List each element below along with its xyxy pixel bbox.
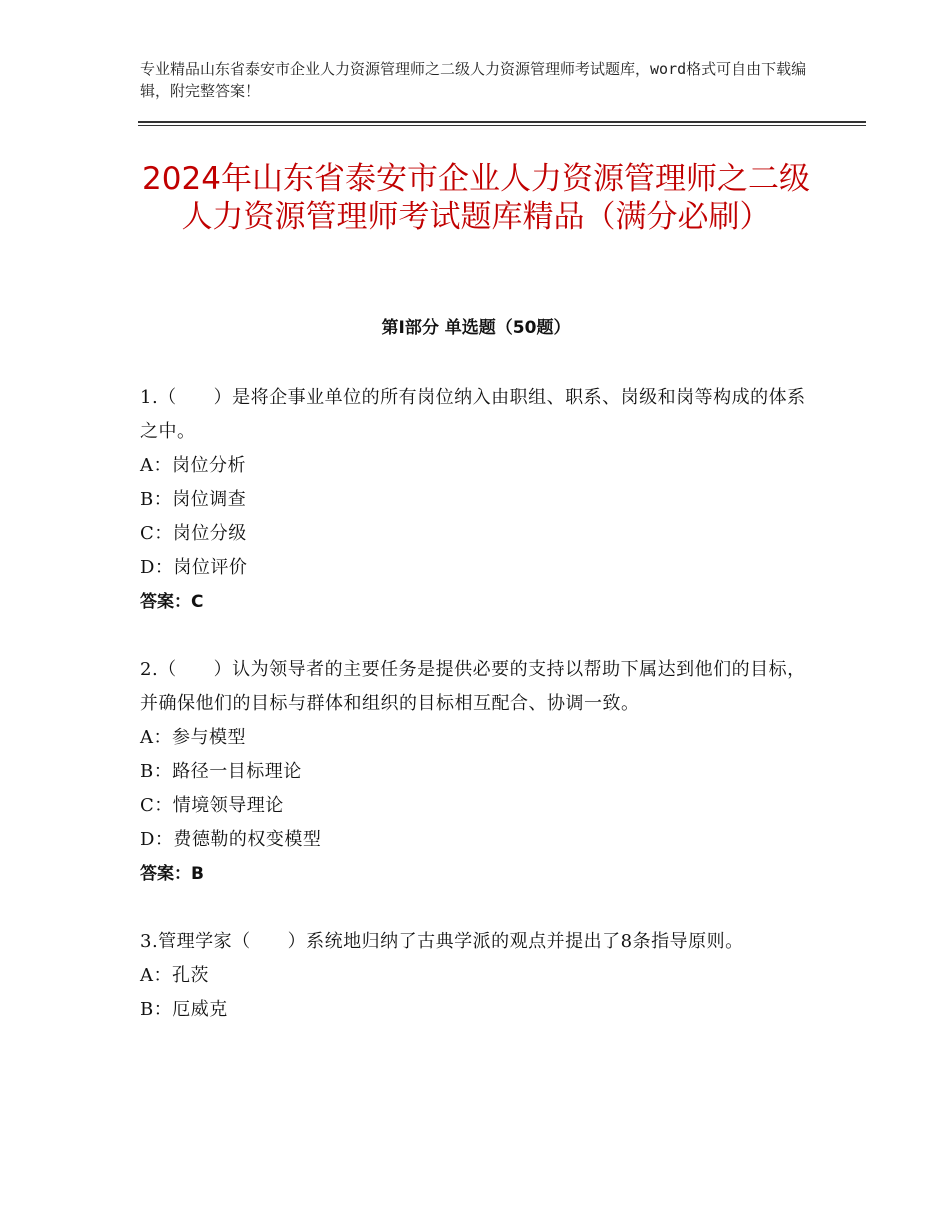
section-heading: 第Ⅰ部分 单选题（50题） [381,318,571,338]
question-stem: 2.（ ）认为领导者的主要任务是提供必要的支持以帮助下属达到他们的目标，并确保他们的目标与群体和组织的目标相互配合、协调一致。 [140,659,806,714]
header-divider-thin [138,125,866,126]
option-a: A：孔茨 [140,965,209,986]
option-a: A：参与模型 [140,727,246,748]
option-d: D：费德勒的权变模型 [140,829,322,850]
option-b: B：厄威克 [140,999,228,1020]
question-stem: 1.（ ）是将企事业单位的所有岗位纳入由职组、职系、岗级和岗等构成的体系之中。 [140,387,806,442]
option-b: B：路径一目标理论 [140,761,302,782]
header-note: 专业精品山东省泰安市企业人力资源管理师之二级人力资源管理师考试题库，word格式可自由下载编辑，附完整答案！ [140,60,807,100]
answer: 答案：B [140,864,204,884]
option-a: A：岗位分析 [140,455,246,476]
header-divider-thick [138,121,866,123]
question-2 [140,653,810,891]
answer: 答案：C [140,592,204,612]
option-c: C：情境领导理论 [140,795,284,816]
option-d: D：岗位评价 [140,557,248,578]
question-list [140,381,810,1061]
question-stem: 3.管理学家（ ）系统地归纳了古典学派的观点并提出了8条指导原则。 [140,931,744,952]
question-3 [140,925,810,1027]
document-title: 2024年山东省泰安市企业人力资源管理师之二级人力资源管理师考试题库精品（满分必刷） [142,161,810,235]
option-b: B：岗位调查 [140,489,247,510]
question-1 [140,381,810,619]
option-c: C：岗位分级 [140,523,247,544]
